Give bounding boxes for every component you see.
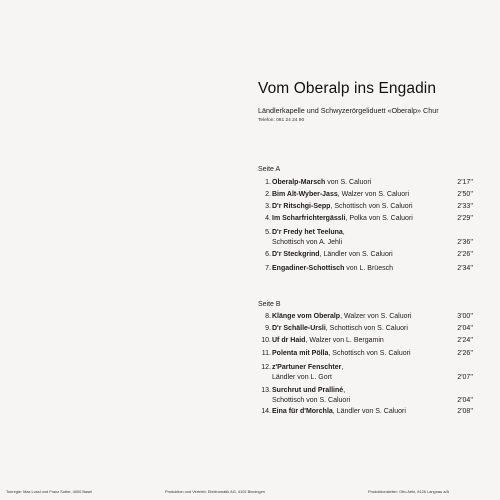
track-line xyxy=(272,264,393,274)
track-body xyxy=(272,407,406,417)
track-title: Oberalp-Marsch xyxy=(272,179,326,186)
track-title: Eina für d'Morchla xyxy=(272,408,333,415)
track-title: D'r Ritschgi-Sepp xyxy=(272,203,331,210)
track-body xyxy=(272,178,371,188)
track-duration: 2'26'' xyxy=(457,350,473,357)
track-duration: 2'17'' xyxy=(457,179,473,186)
track-body xyxy=(272,386,350,406)
track-credit-line2: Schottisch von A. Jehli xyxy=(272,239,343,246)
track-item xyxy=(258,312,473,322)
track-line xyxy=(272,190,409,200)
track-line xyxy=(272,250,393,260)
track-item xyxy=(258,407,473,417)
side-b-label: Seite B xyxy=(258,301,281,308)
track-item xyxy=(258,324,473,334)
track-line xyxy=(272,312,411,322)
track-title: Surchrut und Pralliné xyxy=(272,387,344,394)
track-title: Engadiner-Schottisch xyxy=(272,265,345,272)
track-body xyxy=(272,190,409,200)
track-duration: 2'24'' xyxy=(457,337,473,344)
track-duration: 2'26'' xyxy=(457,251,473,258)
track-number: 13. xyxy=(261,387,271,394)
track-credit-line2: Ländler von L. Gort xyxy=(272,374,332,381)
track-body xyxy=(272,324,408,334)
track-duration: 2'29'' xyxy=(457,215,473,222)
track-number: 11. xyxy=(261,350,271,357)
track-line xyxy=(272,228,345,238)
track-duration: 3'00'' xyxy=(457,313,473,320)
footer-left: Tonregie: Max Lussi und Franz Sutter, 4000 Basel xyxy=(6,489,93,494)
track-duration: 2'04'' xyxy=(457,325,473,332)
subtitle: Ländlerkapelle und Schwyzerörgeliduett «Oberalp» Chur xyxy=(258,106,439,115)
track-duration: 2'08'' xyxy=(457,408,473,415)
track-line xyxy=(272,386,350,396)
track-body xyxy=(272,264,393,274)
track-number: 8. xyxy=(265,313,271,320)
track-line xyxy=(272,336,384,346)
track-body xyxy=(272,250,393,260)
track-title: D'r Schälle-Ursli xyxy=(272,325,326,332)
phone-number: Telefon: 081 24 24 90 xyxy=(258,118,305,123)
track-line xyxy=(272,202,413,212)
track-line xyxy=(272,363,343,373)
track-number: 14. xyxy=(261,408,271,415)
track-credit: , xyxy=(343,387,346,394)
track-credit: von L. Brüesch xyxy=(344,265,393,272)
track-title: z'Partuner Fenschter xyxy=(272,364,342,371)
track-duration: 2'04'' xyxy=(457,397,473,404)
track-item xyxy=(258,336,473,346)
track-item xyxy=(258,250,473,260)
track-credit: , Walzer von L. Bergamin xyxy=(305,337,384,344)
track-title: D'r Steckgrind xyxy=(272,251,320,258)
track-item xyxy=(258,349,473,359)
track-duration: 2'34'' xyxy=(457,265,473,272)
track-credit: , Polka von S. Caluori xyxy=(345,215,413,222)
track-item xyxy=(258,202,473,212)
track-line xyxy=(272,178,371,188)
track-title: Polenta mit Pölla xyxy=(272,350,329,357)
track-line xyxy=(272,324,408,334)
track-credit: , Ländler von S. Caluori xyxy=(332,408,406,415)
track-credit: , Schottisch von S. Caluori xyxy=(325,325,408,332)
track-credit: , xyxy=(342,229,345,236)
track-number: 5. xyxy=(265,229,271,236)
track-credit: , xyxy=(341,364,344,371)
track-title: Im Scharfrichtergässli xyxy=(272,215,346,222)
side-a-label: Seite A xyxy=(258,166,281,173)
track-body xyxy=(272,336,384,346)
track-item xyxy=(258,190,473,200)
track-title: Uf dr Haid xyxy=(272,337,306,344)
track-credit: von S. Caluori xyxy=(325,179,372,186)
footer-right: Produktionsleiter: Otto Aebi, 8126 Langnau a/A xyxy=(368,489,450,494)
track-line xyxy=(272,349,411,359)
track-credit: , Ländler von S. Caluori xyxy=(319,251,393,258)
page-title: Vom Oberalp ins Engadin xyxy=(258,80,437,97)
track-item xyxy=(258,228,473,248)
track-body xyxy=(272,349,411,359)
track-title: D'r Fredy het Teeluna xyxy=(272,229,343,236)
track-item xyxy=(258,214,473,224)
track-credit: , Walzer von S. Caluori xyxy=(337,191,410,198)
track-line xyxy=(272,214,413,224)
track-item xyxy=(258,264,473,274)
track-number: 7. xyxy=(265,265,271,272)
track-body xyxy=(272,214,413,224)
track-credit: , Schottisch von S. Caluori xyxy=(330,203,413,210)
track-line xyxy=(272,407,406,417)
track-body xyxy=(272,363,343,383)
track-credit-line2: Schottisch von S. Caluori xyxy=(272,397,351,404)
track-number: 4. xyxy=(265,215,271,222)
track-number: 12. xyxy=(261,364,271,371)
track-duration: 2'07'' xyxy=(457,374,473,381)
track-duration: 2'36'' xyxy=(457,239,473,246)
track-item xyxy=(258,178,473,188)
track-title: Klänge vom Oberalp xyxy=(272,313,341,320)
track-credit: , Schottisch von S. Caluori xyxy=(328,350,411,357)
footer-center: Produktion und Vertrieb: Elektromatik AG, 4102 Binningen xyxy=(165,489,265,494)
track-credit: , Walzer von S. Caluori xyxy=(340,313,412,320)
track-number: 9. xyxy=(265,325,271,332)
track-body xyxy=(272,228,345,248)
track-number: 1. xyxy=(265,179,271,186)
track-title: Bim Alt-Wyber-Jass xyxy=(272,191,338,198)
track-number: 3. xyxy=(265,203,271,210)
track-number: 6. xyxy=(265,251,271,258)
track-body xyxy=(272,312,411,322)
track-duration: 2'50'' xyxy=(457,191,473,198)
track-body xyxy=(272,202,413,212)
track-item xyxy=(258,386,473,406)
track-item xyxy=(258,363,473,383)
track-number: 10. xyxy=(261,337,271,344)
track-number: 2. xyxy=(265,191,271,198)
track-duration: 2'33'' xyxy=(457,203,473,210)
